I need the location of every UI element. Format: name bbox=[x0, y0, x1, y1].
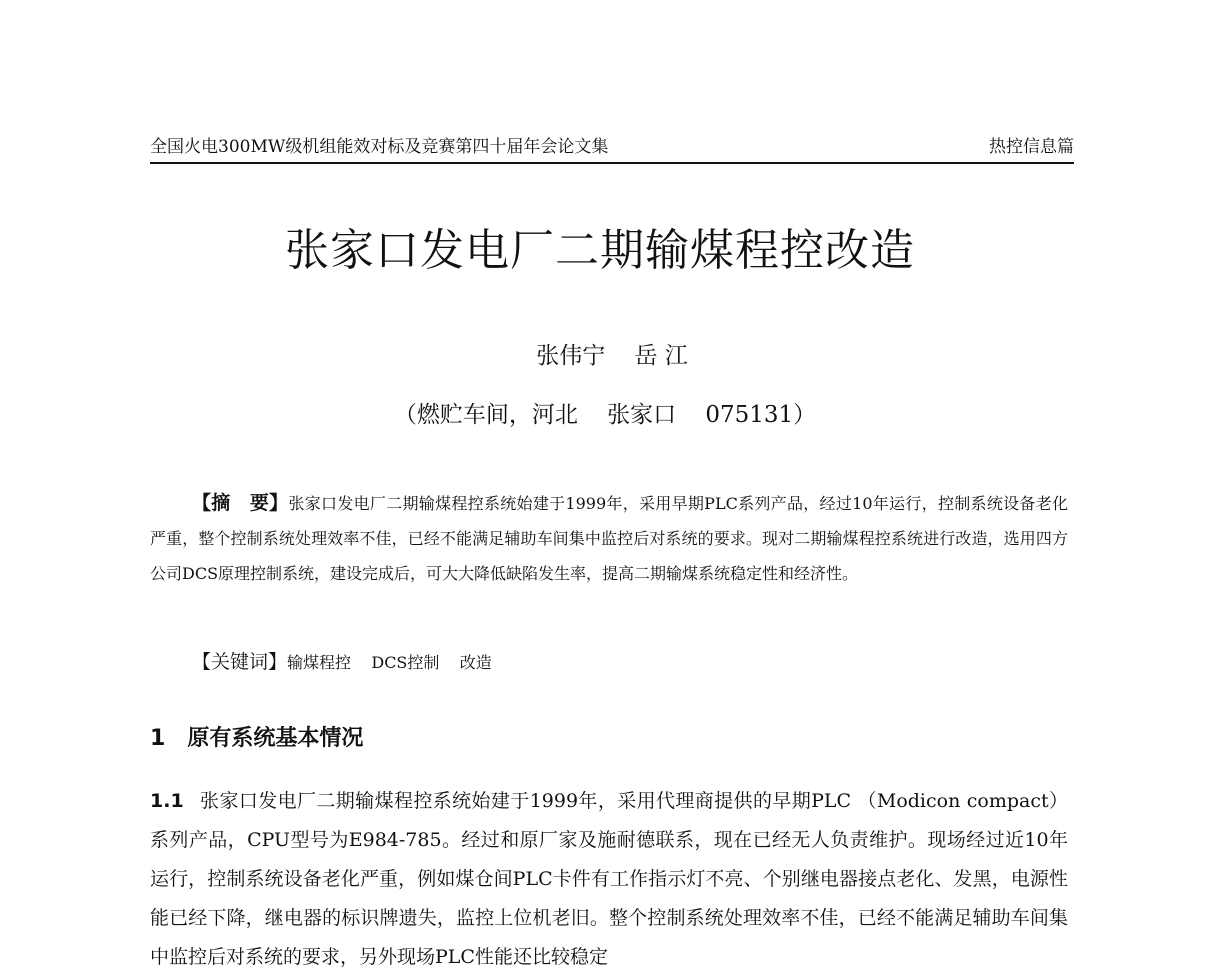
section-title: 原有系统基本情况 bbox=[187, 726, 364, 751]
paper-affiliation: （燃贮车间，河北 张家口 075131） bbox=[393, 402, 817, 428]
header-section-name: 热控信息篇 bbox=[989, 137, 1074, 157]
abstract-label: 【摘 要】 bbox=[192, 492, 289, 514]
keywords-label: 【关键词】 bbox=[192, 651, 288, 673]
paragraph-number: 1.1 bbox=[150, 790, 184, 812]
paragraph-text: 张家口发电厂二期输煤程控系统始建于1999年，采用代理商提供的早期PLC （Modicon compact）系列产品，CPU型号为E984-785。经过和原厂家及施耐德联系，现在已经无人负责维护。现场经过近10年运行，控制系统设备老化严重，例如煤仓间PLC卡件有工作指示灯不亮、个别继电器接点老化、发黑，电源性能已经下降，继电器的标识牌遗失，监控上位机老旧。整个控制系统处理效率不佳，已经不能满足辅助车间集中监控后对系统的要求，另外现场PLC性能还比较稳定 bbox=[150, 790, 1068, 968]
header-rule bbox=[150, 162, 1074, 164]
body-paragraph-1-1 bbox=[150, 782, 1068, 977]
header-proceedings-title: 全国火电300MW级机组能效对标及竞赛第四十届年会论文集 bbox=[150, 137, 609, 157]
keywords-text: 输煤程控 DCS控制 改造 bbox=[287, 653, 492, 672]
paper-title: 张家口发电厂二期输煤程控改造 bbox=[285, 225, 915, 276]
section-number: 1 bbox=[150, 726, 166, 751]
paper-authors: 张伟宁 岳 江 bbox=[536, 343, 688, 369]
keywords-line bbox=[192, 645, 492, 680]
running-header bbox=[150, 135, 1074, 159]
abstract-paragraph bbox=[150, 486, 1068, 591]
abstract-text: 张家口发电厂二期输煤程控系统始建于1999年，采用早期PLC系列产品，经过10年运行，控制系统设备老化严重，整个控制系统处理效率不佳，已经不能满足辅助车间集中监控后对系统的要求。现对二期输煤程控系统进行改造，选用四方公司DCS原理控制系统，建设完成后，可大大降低缺陷发生率，提高二期输煤系统稳定性和经济性。 bbox=[150, 494, 1068, 583]
section-heading-1 bbox=[150, 722, 363, 756]
